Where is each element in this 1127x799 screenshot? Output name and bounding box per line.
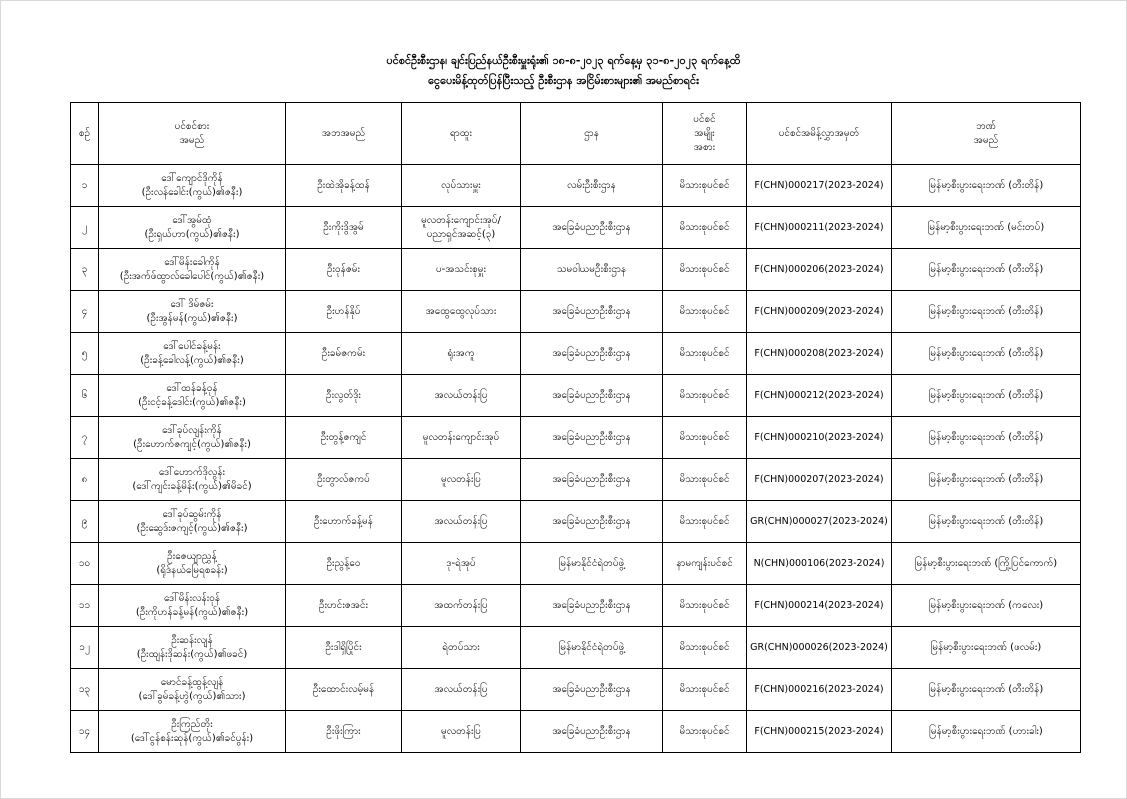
cell-position: လုပ်သားမှူး [402, 165, 521, 207]
cell-license-no: F(CHN)000209(2023-2024) [747, 291, 892, 333]
pensioner-relation: (ဦးလန်ခေါင်း(ကွယ်)၏ဇနီး) [141, 186, 243, 198]
cell-pension-type: မိသားစုပင်စင် [663, 585, 747, 627]
cell-pensioner-name [99, 417, 286, 459]
cell-bank-name: မြန်မာ့စီးပွားရေးဘဏ် (တီးတိန်) [892, 501, 1081, 543]
pensioner-table [70, 102, 1081, 753]
pensioner-relation: (ဦးရှယ်ဟာ(ကွယ်)၏ဇနီး) [144, 228, 240, 240]
cell-position: အလယ်တန်းပြ [402, 669, 521, 711]
cell-no: ၁၃ [71, 669, 99, 711]
pensioner-name: ဒေါ်ပေါင်ခန့်မန်း [163, 340, 221, 352]
cell-father-name: ဦးကိုးဒွိအွမ် [286, 207, 402, 249]
cell-pensioner-name [99, 249, 286, 291]
cell-position: မူလတန်းပြ [402, 711, 521, 753]
cell-license-no: F(CHN)000210(2023-2024) [747, 417, 892, 459]
cell-license-no: F(CHN)000207(2023-2024) [747, 459, 892, 501]
header-pensioner-line1: ပင်စင်စား [174, 120, 210, 132]
pensioner-name: မောင်ခန့်ထွန့်လျန် [160, 676, 224, 688]
cell-father-name: ဦးတွာလ်ဇကပ် [286, 459, 402, 501]
cell-bank-name: မြန်မာ့စီးပွားရေးဘဏ် (ကလေး) [892, 585, 1081, 627]
cell-no: ၁၄ [71, 711, 99, 753]
table-row [71, 669, 1081, 711]
table-row [71, 627, 1081, 669]
table-row [71, 711, 1081, 753]
pensioner-name: ဦးဆန်းလျန် [171, 634, 213, 646]
cell-license-no: F(CHN)000215(2023-2024) [747, 711, 892, 753]
cell-pensioner-name [99, 459, 286, 501]
cell-bank-name: မြန်မာ့စီးပွားရေးဘဏ် (ကြို့ပြင်ကောက်) [892, 543, 1081, 585]
cell-license-no: F(CHN)000217(2023-2024) [747, 165, 892, 207]
cell-position: မူလတန်းကျောင်းအုပ် [402, 417, 521, 459]
cell-pension-type: မိသားစုပင်စင် [663, 249, 747, 291]
cell-department: မြန်မာနိုင်ငံရဲတပ်ဖွဲ့ [521, 627, 663, 669]
cell-department: အခြေခံပညာဦးစီးဌာန [521, 459, 663, 501]
header-father-label: အဘအမည် [321, 127, 366, 139]
pensioner-name: ဒေါ်ဟောက်ဒိုလွန်း [158, 466, 226, 478]
cell-position: အထွေထွေလုပ်သား [402, 291, 521, 333]
pensioner-name: ဒေါ်ခုပ်လျန်းကိုန် [162, 424, 222, 436]
cell-pensioner-name [99, 627, 286, 669]
pensioner-relation: (ဦးငင့်ခန့်ဒေါင်း(ကွယ်)၏ဇနီး) [138, 396, 246, 408]
cell-bank-name: မြန်မာ့စီးပွားရေးဘဏ် (ဟားခါး) [892, 711, 1081, 753]
cell-pensioner-name [99, 165, 286, 207]
header-department [521, 103, 663, 165]
pensioner-relation: (ဦးကိုဟန်ခန့်မန်(ကွယ်)၏ဇနီး) [135, 606, 249, 618]
header-pensioner-name [99, 103, 286, 165]
header-license-label: ပင်စင်အမိန့်လွှာအမှတ် [778, 127, 860, 139]
cell-no: ၁၁ [71, 585, 99, 627]
pensioner-name: ဒေါ် ဒိမ်ဇမ်း [170, 298, 214, 310]
cell-father-name: ဦးတွန့်ဇကျင် [286, 417, 402, 459]
cell-pensioner-name [99, 333, 286, 375]
cell-pension-type: မိသားစုပင်စင် [663, 459, 747, 501]
cell-no: ၆ [71, 375, 99, 417]
cell-pension-type: မိသားစုပင်စင် [663, 627, 747, 669]
cell-pension-type: မိသားစုပင်စင် [663, 711, 747, 753]
cell-father-name: ဦးဒါရှိပြိုင်း [286, 627, 402, 669]
cell-no: ၉ [71, 501, 99, 543]
cell-position [402, 207, 521, 249]
cell-no: ၄ [71, 291, 99, 333]
table-row [71, 585, 1081, 627]
header-no [71, 103, 99, 165]
cell-license-no: F(CHN)000211(2023-2024) [747, 207, 892, 249]
cell-pensioner-name [99, 375, 286, 417]
header-pensioner-line2: အမည် [179, 134, 205, 146]
header-bank-line1: ဘဏ် [976, 120, 996, 132]
cell-father-name: ဦးညွန့်ဝေ [286, 543, 402, 585]
cell-department: အခြေခံပညာဦးစီးဌာန [521, 333, 663, 375]
cell-license-no: F(CHN)000212(2023-2024) [747, 375, 892, 417]
cell-department: လမ်းဦးစီးဌာန [521, 165, 663, 207]
pensioner-name: ဒေါ်ထန်ခန့်ဝုန် [166, 382, 218, 394]
table-row [71, 291, 1081, 333]
table-row [71, 165, 1081, 207]
header-position-label: ရာထူး [449, 127, 473, 139]
cell-position: ဒု-ရဲအုပ် [402, 543, 521, 585]
table-row [71, 417, 1081, 459]
header-position [402, 103, 521, 165]
cell-department: အခြေခံပညာဦးစီးဌာန [521, 375, 663, 417]
table-row [71, 501, 1081, 543]
cell-no: ၇ [71, 417, 99, 459]
pensioner-name: ဒေါ်အွမ်ထုံ [172, 214, 212, 226]
header-license-no [747, 103, 892, 165]
position-line1: မူလတန်းကျောင်းအုပ်/ [421, 214, 501, 226]
cell-license-no: F(CHN)000206(2023-2024) [747, 249, 892, 291]
cell-pensioner-name [99, 543, 286, 585]
header-bank-name [892, 103, 1081, 165]
table-row [71, 459, 1081, 501]
cell-department: အခြေခံပညာဦးစီးဌာန [521, 417, 663, 459]
cell-no: ၈ [71, 459, 99, 501]
table-row [71, 333, 1081, 375]
cell-position: ရုံးအကူ [402, 333, 521, 375]
table-header-row [71, 103, 1081, 165]
cell-license-no: N(CHN)000106(2023-2024) [747, 543, 892, 585]
header-bank-line2: အမည် [973, 134, 999, 146]
cell-position: ပ-အသင်းစုမှူး [402, 249, 521, 291]
cell-pension-type: မိသားစုပင်စင် [663, 417, 747, 459]
cell-pension-type: မိသားစုပင်စင် [663, 375, 747, 417]
table-row [71, 207, 1081, 249]
cell-license-no: F(CHN)000216(2023-2024) [747, 669, 892, 711]
cell-department: အခြေခံပညာဦးစီးဌာန [521, 501, 663, 543]
cell-father-name: ဦးထောင်းလမ့်မန် [286, 669, 402, 711]
cell-pension-type: နာမကျန်းပင်စင် [663, 543, 747, 585]
cell-department: အခြေခံပညာဦးစီးဌာန [521, 711, 663, 753]
cell-father-name: ဦးထဲအိုခန့်ထန် [286, 165, 402, 207]
cell-department: အခြေခံပညာဦးစီးဌာန [521, 669, 663, 711]
cell-father-name: ဦးဝုန်ဇမ်း [286, 249, 402, 291]
cell-pensioner-name [99, 291, 286, 333]
position-line2: ပညာရှင်အဆင့်(၃) [426, 228, 496, 240]
cell-bank-name: မြန်မာ့စီးပွားရေးဘဏ် (တီးတိန်) [892, 417, 1081, 459]
cell-department: မြန်မာနိုင်ငံရဲတပ်ဖွဲ့ [521, 543, 663, 585]
cell-license-no: GR(CHN)000027(2023-2024) [747, 501, 892, 543]
cell-father-name: ဦးဟင်းဇအင်း [286, 585, 402, 627]
pensioner-relation: (ရိုဒ်နယ်မြေရစခန်း) [156, 564, 228, 576]
header-type-line2: အမျိုး [694, 127, 715, 139]
header-type-line3: အစား [693, 141, 716, 153]
cell-license-no: F(CHN)000208(2023-2024) [747, 333, 892, 375]
cell-pensioner-name [99, 207, 286, 249]
cell-no: ၃ [71, 249, 99, 291]
cell-no: ၁ [71, 165, 99, 207]
cell-department: အခြေခံပညာဦးစီးဌာန [521, 291, 663, 333]
cell-pension-type: မိသားစုပင်စင် [663, 501, 747, 543]
cell-department: အခြေခံပညာဦးစီးဌာန [521, 585, 663, 627]
table-row [71, 375, 1081, 417]
pensioner-relation: (ဦးအက်ဖ်ထွာလ်ခေါပေါင်(ကွယ်)၏ဇနီး) [119, 270, 265, 282]
pensioner-name: ဦးကြည်တိုး [171, 718, 213, 730]
pensioner-relation: (ဒေါ်ခွမ်ခန့်ဟွဲ(ကွယ်)၏သား) [138, 690, 246, 702]
cell-no: ၂ [71, 207, 99, 249]
table-row [71, 543, 1081, 585]
cell-father-name: ဦးလွတ်ဒိုး [286, 375, 402, 417]
pensioner-name: ဒေါ်ခုပ်ဆွမ်းကိုန် [162, 508, 222, 520]
pensioner-relation: (ဦးအွန်မန်(ကွယ်)၏ဇနီး) [146, 312, 238, 324]
cell-father-name: ဦးဟန်နိုပ် [286, 291, 402, 333]
pensioner-relation: (ဒေါ်ငွန်စန်းဆုန်(ကွယ်)၏ခင်ပွန်း) [130, 732, 254, 744]
cell-pension-type: မိသားစုပင်စင် [663, 333, 747, 375]
cell-position: မူလတန်းပြ [402, 459, 521, 501]
cell-bank-name: မြန်မာ့စီးပွားရေးဘဏ် (တီးတိန်) [892, 669, 1081, 711]
cell-pensioner-name [99, 669, 286, 711]
header-department-label: ဌာန [584, 127, 599, 139]
cell-father-name: ဦးဟောက်ခန့်မန် [286, 501, 402, 543]
cell-father-name: ဦးခမ်ဇကမ်း [286, 333, 402, 375]
cell-bank-name: မြန်မာ့စီးပွားရေးဘဏ် (တီးတိန်) [892, 375, 1081, 417]
pensioner-relation: (ဦးဟောက်ဇကျင့်(ကွယ်)၏ဇနီး) [133, 438, 251, 450]
cell-position: အလယ်တန်းပြ [402, 501, 521, 543]
cell-no: ၅ [71, 333, 99, 375]
pensioner-relation: (ဦးထျန်းဒိုဆန်း(ကွယ်)၏ဖခင်) [136, 648, 248, 660]
cell-position: ရဲတပ်သား [402, 627, 521, 669]
pensioner-name: ဒေါ်မိန်းခေါကိုန် [164, 256, 220, 268]
pensioner-relation: (ဒေါ်ကျင်းခန့်မိန်း(ကွယ်)၏မိခင်) [132, 480, 252, 492]
cell-license-no: GR(CHN)000026(2023-2024) [747, 627, 892, 669]
cell-pensioner-name [99, 501, 286, 543]
pensioner-name: ဒေါ်ကျောင်ဒိုကိုန် [161, 172, 223, 184]
pensioner-name: ဦးဇေယျာညွှန့် [167, 550, 217, 562]
cell-pension-type: မိသားစုပင်စင် [663, 207, 747, 249]
cell-bank-name: မြန်မာ့စီးပွားရေးဘဏ် (တီးတိန်) [892, 249, 1081, 291]
cell-pension-type: မိသားစုပင်စင် [663, 291, 747, 333]
cell-pension-type: မိသားစုပင်စင် [663, 669, 747, 711]
header-father-name [286, 103, 402, 165]
cell-no: ၁၀ [71, 543, 99, 585]
cell-bank-name: မြန်မာ့စီးပွားရေးဘဏ် (ဖလမ်း) [892, 627, 1081, 669]
document-title-line-1: ပင်စင်ဦးစီးဌာန၊ ချင်းပြည်နယ်ဦးစီးမှူးရုံး၏ ၁၈-၈-၂၀၂၃ ရက်နေ့မှ ၃၁-၈-၂၀၂၃ ရက်နေ့ထိ [386, 54, 741, 67]
cell-bank-name: မြန်မာ့စီးပွားရေးဘဏ် (မင်းတပ်) [892, 207, 1081, 249]
header-type-line1: ပင်စင် [693, 113, 716, 125]
cell-bank-name: မြန်မာ့စီးပွားရေးဘဏ် (တီးတိန်) [892, 165, 1081, 207]
header-no-label: စဉ် [78, 127, 91, 139]
cell-bank-name: မြန်မာ့စီးပွားရေးဘဏ် (တီးတိန်) [892, 333, 1081, 375]
cell-bank-name: မြန်မာ့စီးပွားရေးဘဏ် (တီးတိန်) [892, 459, 1081, 501]
cell-license-no: F(CHN)000214(2023-2024) [747, 585, 892, 627]
cell-pension-type: မိသားစုပင်စင် [663, 165, 747, 207]
pensioner-relation: (ဦးဆွေဒ်းဇကျင့်(ကွယ်)၏ဇနီး) [136, 522, 248, 534]
cell-no: ၁၂ [71, 627, 99, 669]
cell-position: အလယ်တန်းပြ [402, 375, 521, 417]
cell-father-name: ဦးဖိုးကြား [286, 711, 402, 753]
table-row [71, 249, 1081, 291]
pensioner-name: ဒေါ်မိန်းလန်းဝုန် [163, 592, 221, 604]
header-pension-type [663, 103, 747, 165]
cell-department: အခြေခံပညာဦးစီးဌာန [521, 207, 663, 249]
pensioner-relation: (ဦးခန့်ခေါလန့်(ကွယ်)၏ဇနီး) [140, 354, 244, 366]
cell-position: အထက်တန်းပြ [402, 585, 521, 627]
document-title-line-2: ငွေပေးမိန့်ထုတ်ပြန်ပြီးသည့် ဦးစီးဌာန အငြိမ်းစားများ၏ အမည်စာရင်း [428, 74, 699, 87]
cell-pensioner-name [99, 585, 286, 627]
cell-department: သမဝါယမဦးစီးဌာန [521, 249, 663, 291]
cell-bank-name: မြန်မာ့စီးပွားရေးဘဏ် (တီးတိန်) [892, 291, 1081, 333]
cell-pensioner-name [99, 711, 286, 753]
